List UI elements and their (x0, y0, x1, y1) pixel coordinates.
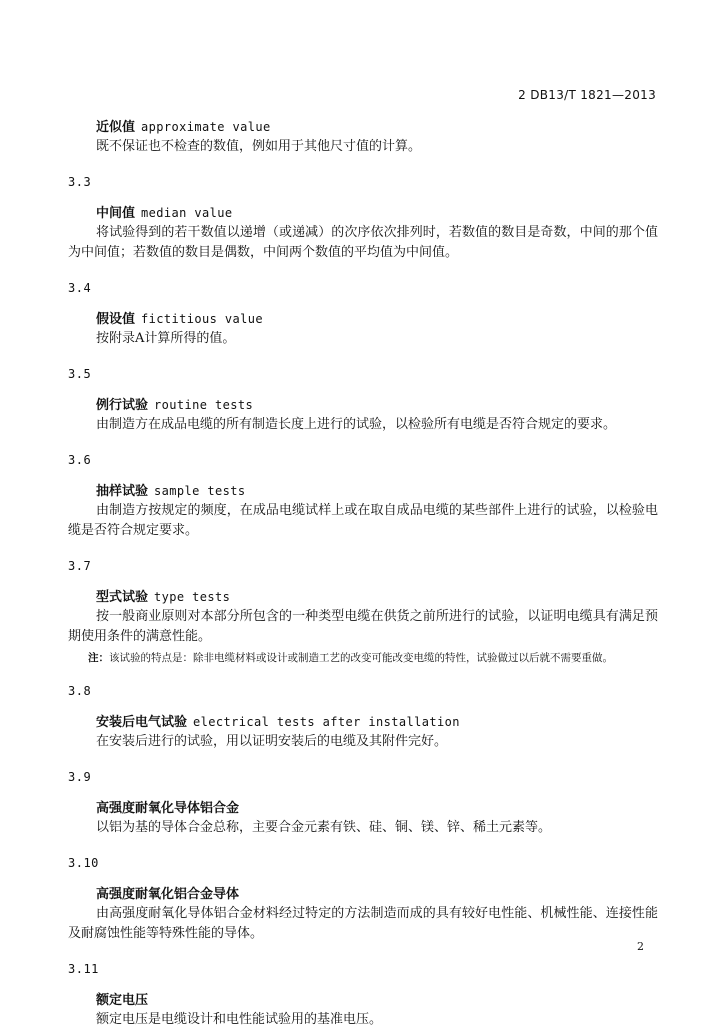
term-definition: 在安装后进行的试验，用以证明安装后的电缆及其附件完好。 (96, 734, 448, 749)
term-entry-rated-voltage (68, 991, 658, 1030)
clause-number: 3.11 (68, 962, 99, 976)
term-heading (96, 204, 658, 223)
term-name-en: routine tests (154, 398, 254, 412)
term-definition: 由高强度耐氧化导体铝合金材料经过特定的方法制造而成的具有较好电性能、机械性能、连接性能及耐腐蚀性能等特殊性能的导体。 (68, 906, 658, 941)
term-name-zh: 例行试验 (96, 398, 149, 413)
term-name-en: median value (141, 206, 233, 220)
term-entry-type-tests (68, 588, 658, 666)
clause-number: 3.6 (68, 453, 92, 467)
term-entry-aluminium-alloy (68, 799, 658, 838)
term-name-en: electrical tests after installation (193, 715, 460, 729)
note-text: 该试验的特点是：除非电缆材料或设计或制造工艺的改变可能改变电缆的特性，试验做过以后就不需要重做。 (109, 652, 613, 664)
term-heading (96, 588, 658, 607)
term-heading (96, 118, 658, 137)
term-name-en: fictitious value (141, 312, 264, 326)
clause-number: 3.4 (68, 281, 92, 295)
term-name-en: type tests (154, 590, 231, 604)
term-name-en: approximate value (141, 120, 271, 134)
term-name-zh: 额定电压 (96, 993, 149, 1008)
term-name-zh: 高强度耐氧化导体铝合金 (96, 801, 240, 816)
term-definition: 按一般商业原则对本部分所包含的一种类型电缆在供货之前所进行的试验，以证明电缆具有满足预期使用条件的满意性能。 (68, 609, 658, 644)
terms-section (68, 118, 658, 1030)
term-heading (96, 482, 658, 501)
term-name-zh: 抽样试验 (96, 484, 149, 499)
term-heading (96, 310, 658, 329)
term-name-zh: 假设值 (96, 312, 136, 327)
term-name-zh: 近似值 (96, 120, 136, 135)
page-number: 2 (637, 940, 644, 953)
note-label: 注： (88, 652, 109, 664)
term-name-zh: 中间值 (96, 206, 136, 221)
clause-number: 3.9 (68, 770, 92, 784)
term-entry-aluminium-alloy-conductor (68, 885, 658, 944)
term-heading (96, 885, 658, 904)
term-definition: 将试验得到的若干数值以递增（或递减）的次序依次排列时，若数值的数目是奇数，中间的那个值为中间值；若数值的数目是偶数，中间两个数值的平均值为中间值。 (68, 225, 658, 260)
term-heading (96, 991, 658, 1010)
term-definition: 既不保证也不检查的数值，例如用于其他尺寸值的计算。 (96, 139, 422, 154)
term-entry-sample-tests (68, 482, 658, 541)
clause-number: 3.5 (68, 367, 92, 381)
term-entry-electrical-tests-after-installation (68, 713, 658, 752)
term-name-zh: 安装后电气试验 (96, 715, 188, 730)
clause-number: 3.8 (68, 684, 92, 698)
clause-number: 3.7 (68, 559, 92, 573)
term-heading (96, 396, 658, 415)
term-definition: 由制造方在成品电缆的所有制造长度上进行的试验，以检验所有电缆是否符合规定的要求。 (96, 417, 617, 432)
clause-number: 3.3 (68, 175, 92, 189)
term-name-zh: 型式试验 (96, 590, 149, 605)
term-name-en: sample tests (154, 484, 246, 498)
term-definition: 额定电压是电缆设计和电性能试验用的基准电压。 (96, 1012, 383, 1027)
term-entry-median-value (68, 204, 658, 263)
term-name-zh: 高强度耐氧化铝合金导体 (96, 887, 240, 902)
term-definition: 由制造方按规定的频度，在成品电缆试样上或在取自成品电缆的某些部件上进行的试验，以检验电缆是否符合规定要求。 (68, 503, 658, 538)
term-heading (96, 799, 658, 818)
clause-number: 3.10 (68, 856, 99, 870)
term-entry-approximate-value (68, 118, 658, 157)
term-definition: 按附录A计算所得的值。 (96, 331, 236, 346)
term-note (88, 650, 658, 666)
term-entry-fictitious-value (68, 310, 658, 349)
term-definition: 以铝为基的导体合金总称，主要合金元素有铁、硅、铜、镁、锌、稀土元素等。 (96, 820, 552, 835)
term-heading (96, 713, 658, 732)
document-header: 2 DB13/T 1821—2013 (518, 88, 656, 102)
term-entry-routine-tests (68, 396, 658, 435)
